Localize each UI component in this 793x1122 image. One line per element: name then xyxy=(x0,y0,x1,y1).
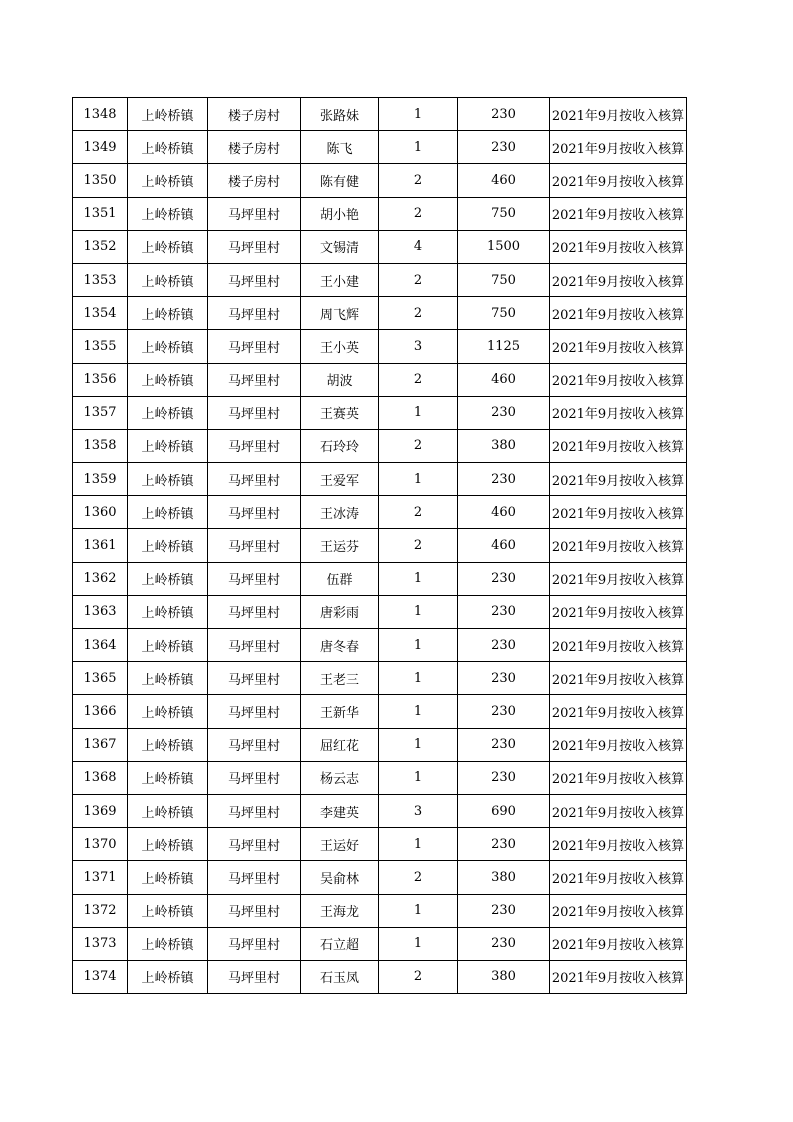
note-cell: 2021年9月按收入核算 xyxy=(550,429,687,462)
person-name-cell: 屈红花 xyxy=(301,728,379,761)
note-cell: 2021年9月按收入核算 xyxy=(550,595,687,628)
household-count-cell: 1 xyxy=(379,894,458,927)
table-row xyxy=(73,463,687,496)
note-cell: 2021年9月按收入核算 xyxy=(550,728,687,761)
household-count-cell: 2 xyxy=(379,429,458,462)
amount-cell: 460 xyxy=(458,496,550,529)
amount-cell: 1500 xyxy=(458,230,550,263)
amount-cell: 380 xyxy=(458,861,550,894)
person-name-cell: 王冰涛 xyxy=(301,496,379,529)
serial-number-cell: 1350 xyxy=(73,164,128,197)
village-cell: 楼子房村 xyxy=(208,98,301,131)
table-row xyxy=(73,927,687,960)
table-row xyxy=(73,761,687,794)
note-cell: 2021年9月按收入核算 xyxy=(550,562,687,595)
serial-number-cell: 1349 xyxy=(73,131,128,164)
table-row xyxy=(73,529,687,562)
serial-number-cell: 1365 xyxy=(73,662,128,695)
serial-number-cell: 1371 xyxy=(73,861,128,894)
table-row xyxy=(73,562,687,595)
serial-number-cell: 1348 xyxy=(73,98,128,131)
village-cell: 马坪里村 xyxy=(208,595,301,628)
town-cell: 上岭桥镇 xyxy=(128,662,208,695)
table-row xyxy=(73,595,687,628)
village-cell: 马坪里村 xyxy=(208,230,301,263)
amount-cell: 460 xyxy=(458,529,550,562)
amount-cell: 750 xyxy=(458,263,550,296)
household-count-cell: 1 xyxy=(379,463,458,496)
town-cell: 上岭桥镇 xyxy=(128,927,208,960)
household-count-cell: 2 xyxy=(379,529,458,562)
town-cell: 上岭桥镇 xyxy=(128,629,208,662)
town-cell: 上岭桥镇 xyxy=(128,861,208,894)
amount-cell: 230 xyxy=(458,927,550,960)
amount-cell: 230 xyxy=(458,396,550,429)
serial-number-cell: 1361 xyxy=(73,529,128,562)
person-name-cell: 王新华 xyxy=(301,695,379,728)
household-count-cell: 3 xyxy=(379,330,458,363)
amount-cell: 750 xyxy=(458,197,550,230)
table-row xyxy=(73,330,687,363)
village-cell: 马坪里村 xyxy=(208,894,301,927)
amount-cell: 230 xyxy=(458,562,550,595)
serial-number-cell: 1356 xyxy=(73,363,128,396)
person-name-cell: 王小建 xyxy=(301,263,379,296)
town-cell: 上岭桥镇 xyxy=(128,529,208,562)
table-row xyxy=(73,197,687,230)
household-count-cell: 1 xyxy=(379,595,458,628)
village-cell: 马坪里村 xyxy=(208,429,301,462)
household-count-cell: 1 xyxy=(379,131,458,164)
town-cell: 上岭桥镇 xyxy=(128,894,208,927)
village-cell: 马坪里村 xyxy=(208,496,301,529)
village-cell: 马坪里村 xyxy=(208,960,301,993)
note-cell: 2021年9月按收入核算 xyxy=(550,529,687,562)
amount-cell: 750 xyxy=(458,297,550,330)
table-row xyxy=(73,131,687,164)
household-count-cell: 1 xyxy=(379,761,458,794)
village-cell: 马坪里村 xyxy=(208,263,301,296)
note-cell: 2021年9月按收入核算 xyxy=(550,396,687,429)
town-cell: 上岭桥镇 xyxy=(128,695,208,728)
roster-body xyxy=(73,98,687,994)
town-cell: 上岭桥镇 xyxy=(128,330,208,363)
serial-number-cell: 1352 xyxy=(73,230,128,263)
note-cell: 2021年9月按收入核算 xyxy=(550,496,687,529)
town-cell: 上岭桥镇 xyxy=(128,595,208,628)
note-cell: 2021年9月按收入核算 xyxy=(550,695,687,728)
town-cell: 上岭桥镇 xyxy=(128,230,208,263)
household-count-cell: 1 xyxy=(379,629,458,662)
serial-number-cell: 1354 xyxy=(73,297,128,330)
person-name-cell: 张路妹 xyxy=(301,98,379,131)
person-name-cell: 周飞辉 xyxy=(301,297,379,330)
note-cell: 2021年9月按收入核算 xyxy=(550,662,687,695)
amount-cell: 230 xyxy=(458,761,550,794)
serial-number-cell: 1367 xyxy=(73,728,128,761)
note-cell: 2021年9月按收入核算 xyxy=(550,263,687,296)
table-row xyxy=(73,629,687,662)
village-cell: 马坪里村 xyxy=(208,197,301,230)
table-row xyxy=(73,861,687,894)
note-cell: 2021年9月按收入核算 xyxy=(550,297,687,330)
table-row xyxy=(73,230,687,263)
amount-cell: 460 xyxy=(458,164,550,197)
person-name-cell: 王海龙 xyxy=(301,894,379,927)
serial-number-cell: 1364 xyxy=(73,629,128,662)
serial-number-cell: 1358 xyxy=(73,429,128,462)
person-name-cell: 陈有健 xyxy=(301,164,379,197)
person-name-cell: 王爱军 xyxy=(301,463,379,496)
town-cell: 上岭桥镇 xyxy=(128,396,208,429)
table-row xyxy=(73,429,687,462)
table-row xyxy=(73,496,687,529)
town-cell: 上岭桥镇 xyxy=(128,828,208,861)
amount-cell: 230 xyxy=(458,894,550,927)
household-count-cell: 2 xyxy=(379,164,458,197)
village-cell: 马坪里村 xyxy=(208,861,301,894)
table-row xyxy=(73,662,687,695)
household-count-cell: 1 xyxy=(379,98,458,131)
person-name-cell: 吴俞林 xyxy=(301,861,379,894)
village-cell: 马坪里村 xyxy=(208,330,301,363)
serial-number-cell: 1366 xyxy=(73,695,128,728)
note-cell: 2021年9月按收入核算 xyxy=(550,197,687,230)
serial-number-cell: 1360 xyxy=(73,496,128,529)
amount-cell: 380 xyxy=(458,429,550,462)
household-count-cell: 1 xyxy=(379,695,458,728)
serial-number-cell: 1369 xyxy=(73,794,128,827)
serial-number-cell: 1372 xyxy=(73,894,128,927)
village-cell: 马坪里村 xyxy=(208,695,301,728)
person-name-cell: 李建英 xyxy=(301,794,379,827)
town-cell: 上岭桥镇 xyxy=(128,794,208,827)
note-cell: 2021年9月按收入核算 xyxy=(550,230,687,263)
person-name-cell: 石立超 xyxy=(301,927,379,960)
note-cell: 2021年9月按收入核算 xyxy=(550,363,687,396)
serial-number-cell: 1363 xyxy=(73,595,128,628)
note-cell: 2021年9月按收入核算 xyxy=(550,131,687,164)
roster-table xyxy=(72,97,687,994)
household-count-cell: 1 xyxy=(379,728,458,761)
amount-cell: 230 xyxy=(458,595,550,628)
amount-cell: 230 xyxy=(458,695,550,728)
household-count-cell: 2 xyxy=(379,297,458,330)
household-count-cell: 1 xyxy=(379,828,458,861)
person-name-cell: 杨云志 xyxy=(301,761,379,794)
amount-cell: 1125 xyxy=(458,330,550,363)
amount-cell: 230 xyxy=(458,728,550,761)
town-cell: 上岭桥镇 xyxy=(128,562,208,595)
amount-cell: 230 xyxy=(458,131,550,164)
household-count-cell: 1 xyxy=(379,396,458,429)
note-cell: 2021年9月按收入核算 xyxy=(550,927,687,960)
town-cell: 上岭桥镇 xyxy=(128,728,208,761)
town-cell: 上岭桥镇 xyxy=(128,131,208,164)
village-cell: 马坪里村 xyxy=(208,529,301,562)
person-name-cell: 唐冬春 xyxy=(301,629,379,662)
village-cell: 马坪里村 xyxy=(208,662,301,695)
village-cell: 马坪里村 xyxy=(208,562,301,595)
household-count-cell: 2 xyxy=(379,363,458,396)
serial-number-cell: 1374 xyxy=(73,960,128,993)
person-name-cell: 胡小艳 xyxy=(301,197,379,230)
amount-cell: 230 xyxy=(458,463,550,496)
serial-number-cell: 1355 xyxy=(73,330,128,363)
note-cell: 2021年9月按收入核算 xyxy=(550,894,687,927)
household-count-cell: 1 xyxy=(379,562,458,595)
village-cell: 马坪里村 xyxy=(208,297,301,330)
note-cell: 2021年9月按收入核算 xyxy=(550,861,687,894)
village-cell: 楼子房村 xyxy=(208,164,301,197)
person-name-cell: 王小英 xyxy=(301,330,379,363)
village-cell: 马坪里村 xyxy=(208,828,301,861)
town-cell: 上岭桥镇 xyxy=(128,164,208,197)
amount-cell: 690 xyxy=(458,794,550,827)
amount-cell: 380 xyxy=(458,960,550,993)
table-row xyxy=(73,960,687,993)
serial-number-cell: 1362 xyxy=(73,562,128,595)
household-count-cell: 1 xyxy=(379,927,458,960)
village-cell: 马坪里村 xyxy=(208,463,301,496)
household-count-cell: 2 xyxy=(379,960,458,993)
person-name-cell: 石玲玲 xyxy=(301,429,379,462)
household-count-cell: 2 xyxy=(379,263,458,296)
town-cell: 上岭桥镇 xyxy=(128,197,208,230)
village-cell: 马坪里村 xyxy=(208,629,301,662)
amount-cell: 230 xyxy=(458,629,550,662)
note-cell: 2021年9月按收入核算 xyxy=(550,98,687,131)
table-row xyxy=(73,263,687,296)
serial-number-cell: 1373 xyxy=(73,927,128,960)
person-name-cell: 王老三 xyxy=(301,662,379,695)
table-row xyxy=(73,297,687,330)
town-cell: 上岭桥镇 xyxy=(128,429,208,462)
person-name-cell: 伍群 xyxy=(301,562,379,595)
note-cell: 2021年9月按收入核算 xyxy=(550,794,687,827)
town-cell: 上岭桥镇 xyxy=(128,960,208,993)
table-row xyxy=(73,164,687,197)
note-cell: 2021年9月按收入核算 xyxy=(550,164,687,197)
table-row xyxy=(73,794,687,827)
table-row xyxy=(73,695,687,728)
town-cell: 上岭桥镇 xyxy=(128,98,208,131)
household-count-cell: 2 xyxy=(379,861,458,894)
serial-number-cell: 1359 xyxy=(73,463,128,496)
note-cell: 2021年9月按收入核算 xyxy=(550,960,687,993)
household-count-cell: 4 xyxy=(379,230,458,263)
note-cell: 2021年9月按收入核算 xyxy=(550,761,687,794)
household-count-cell: 2 xyxy=(379,496,458,529)
village-cell: 马坪里村 xyxy=(208,363,301,396)
table-row xyxy=(73,894,687,927)
table-row xyxy=(73,828,687,861)
town-cell: 上岭桥镇 xyxy=(128,363,208,396)
village-cell: 楼子房村 xyxy=(208,131,301,164)
village-cell: 马坪里村 xyxy=(208,396,301,429)
household-count-cell: 3 xyxy=(379,794,458,827)
town-cell: 上岭桥镇 xyxy=(128,263,208,296)
person-name-cell: 陈飞 xyxy=(301,131,379,164)
household-count-cell: 2 xyxy=(379,197,458,230)
town-cell: 上岭桥镇 xyxy=(128,761,208,794)
note-cell: 2021年9月按收入核算 xyxy=(550,828,687,861)
amount-cell: 230 xyxy=(458,662,550,695)
town-cell: 上岭桥镇 xyxy=(128,496,208,529)
serial-number-cell: 1353 xyxy=(73,263,128,296)
serial-number-cell: 1368 xyxy=(73,761,128,794)
person-name-cell: 王运芬 xyxy=(301,529,379,562)
person-name-cell: 王运好 xyxy=(301,828,379,861)
amount-cell: 230 xyxy=(458,98,550,131)
village-cell: 马坪里村 xyxy=(208,728,301,761)
amount-cell: 460 xyxy=(458,363,550,396)
note-cell: 2021年9月按收入核算 xyxy=(550,463,687,496)
serial-number-cell: 1357 xyxy=(73,396,128,429)
table-row xyxy=(73,98,687,131)
table-row xyxy=(73,728,687,761)
person-name-cell: 文锡清 xyxy=(301,230,379,263)
town-cell: 上岭桥镇 xyxy=(128,463,208,496)
serial-number-cell: 1370 xyxy=(73,828,128,861)
household-count-cell: 1 xyxy=(379,662,458,695)
amount-cell: 230 xyxy=(458,828,550,861)
table-row xyxy=(73,363,687,396)
village-cell: 马坪里村 xyxy=(208,761,301,794)
person-name-cell: 唐彩雨 xyxy=(301,595,379,628)
table-row xyxy=(73,396,687,429)
village-cell: 马坪里村 xyxy=(208,794,301,827)
person-name-cell: 王赛英 xyxy=(301,396,379,429)
village-cell: 马坪里村 xyxy=(208,927,301,960)
person-name-cell: 石玉凤 xyxy=(301,960,379,993)
serial-number-cell: 1351 xyxy=(73,197,128,230)
note-cell: 2021年9月按收入核算 xyxy=(550,629,687,662)
person-name-cell: 胡波 xyxy=(301,363,379,396)
note-cell: 2021年9月按收入核算 xyxy=(550,330,687,363)
town-cell: 上岭桥镇 xyxy=(128,297,208,330)
